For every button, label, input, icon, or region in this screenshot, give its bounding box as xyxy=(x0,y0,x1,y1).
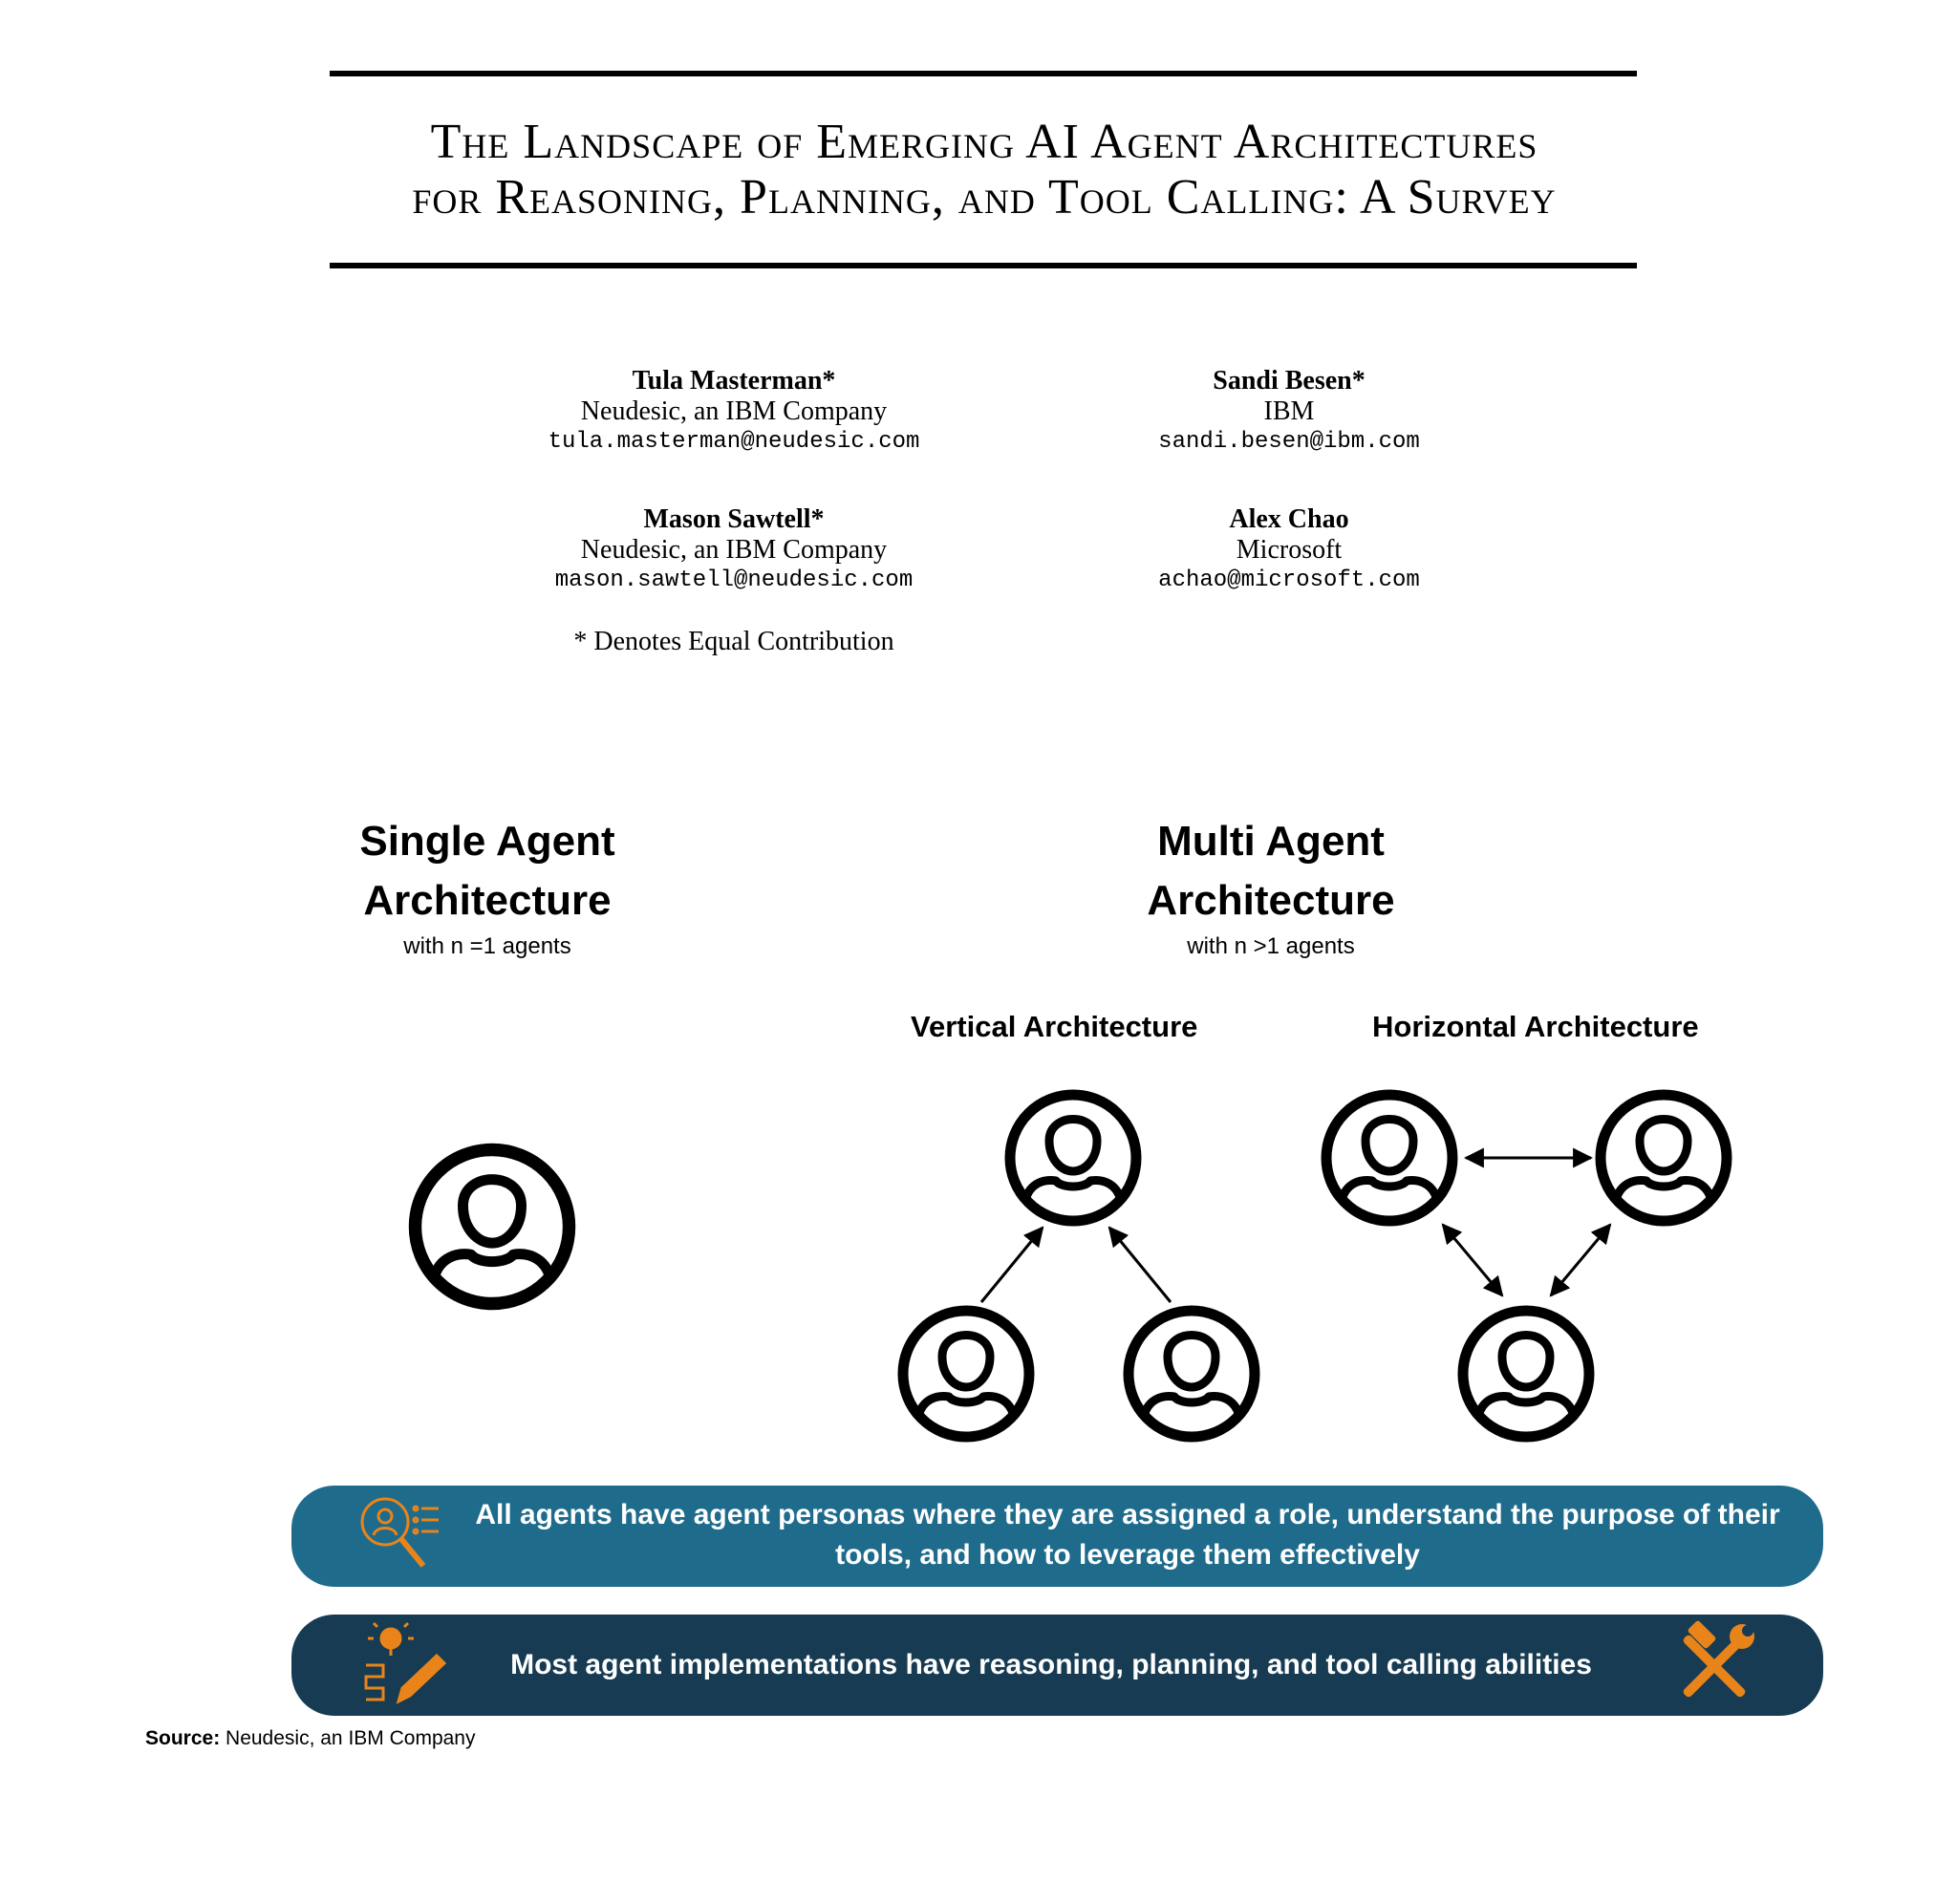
multi-agent-title-1: Multi Agent xyxy=(1157,818,1385,865)
paper-title-line-2: for Reasoning, Planning, and Tool Calling: A Survey xyxy=(412,170,1557,225)
author-name: Alex Chao xyxy=(1229,504,1349,534)
equal-contribution-note: * Denotes Equal Contribution xyxy=(573,627,894,656)
capabilities-banner xyxy=(291,1615,1823,1716)
author-affiliation: Neudesic, an IBM Company xyxy=(580,535,888,565)
source-label: Source: xyxy=(145,1727,221,1749)
horizontal-arrow-right xyxy=(1551,1225,1610,1295)
horizontal-architecture-label: Horizontal Architecture xyxy=(1372,1010,1699,1043)
author-affiliation: Neudesic, an IBM Company xyxy=(580,396,888,426)
multi-agent-title-2: Architecture xyxy=(1147,877,1395,924)
single-agent-title-1: Single Agent xyxy=(359,818,615,865)
vertical-right-agent-icon xyxy=(1129,1311,1255,1437)
author-email: sandi.besen@ibm.com xyxy=(1158,429,1420,455)
horizontal-right-agent-icon xyxy=(1601,1095,1727,1221)
figure-source xyxy=(145,1727,476,1750)
author-affiliation: IBM xyxy=(1263,396,1315,426)
author-email: mason.sawtell@neudesic.com xyxy=(554,567,914,593)
author-name: Tula Masterman* xyxy=(632,366,836,396)
horizontal-bottom-agent-icon xyxy=(1463,1311,1589,1437)
author-name: Mason Sawtell* xyxy=(643,504,825,534)
vertical-top-agent-icon xyxy=(1010,1095,1136,1221)
vertical-arrow-left xyxy=(981,1228,1043,1302)
vertical-architecture-label: Vertical Architecture xyxy=(911,1010,1198,1043)
author-email: tula.masterman@neudesic.com xyxy=(548,429,920,455)
lightbulb-plan-icon xyxy=(360,1617,456,1713)
vertical-arrow-right xyxy=(1109,1228,1171,1302)
persona-banner xyxy=(291,1486,1823,1587)
author-affiliation: Microsoft xyxy=(1236,535,1343,565)
horizontal-left-agent-icon xyxy=(1326,1095,1452,1221)
single-agent-title-2: Architecture xyxy=(363,877,612,924)
person-magnifier-icon xyxy=(349,1487,454,1583)
author-name: Sandi Besen* xyxy=(1213,366,1366,396)
source-text: Neudesic, an IBM Company xyxy=(226,1727,476,1749)
persona-banner-text: All agents have agent personas where they are assigned a role, understand the purpose of their tools, and how to leverage them effectively xyxy=(475,1499,1780,1571)
single-agent-icon xyxy=(415,1149,569,1303)
author-email: achao@microsoft.com xyxy=(1158,567,1420,593)
single-agent-subtitle: with n =1 agents xyxy=(403,933,571,959)
multi-agent-subtitle: with n >1 agents xyxy=(1187,933,1355,959)
horizontal-arrow-left xyxy=(1443,1225,1502,1295)
paper-title-line-1: The Landscape of Emerging AI Agent Architectures xyxy=(430,115,1538,169)
hammer-wrench-icon xyxy=(1667,1617,1763,1713)
capabilities-banner-text: Most agent implementations have reasoning, planning, and tool calling abilities xyxy=(510,1649,1592,1680)
vertical-left-agent-icon xyxy=(903,1311,1029,1437)
